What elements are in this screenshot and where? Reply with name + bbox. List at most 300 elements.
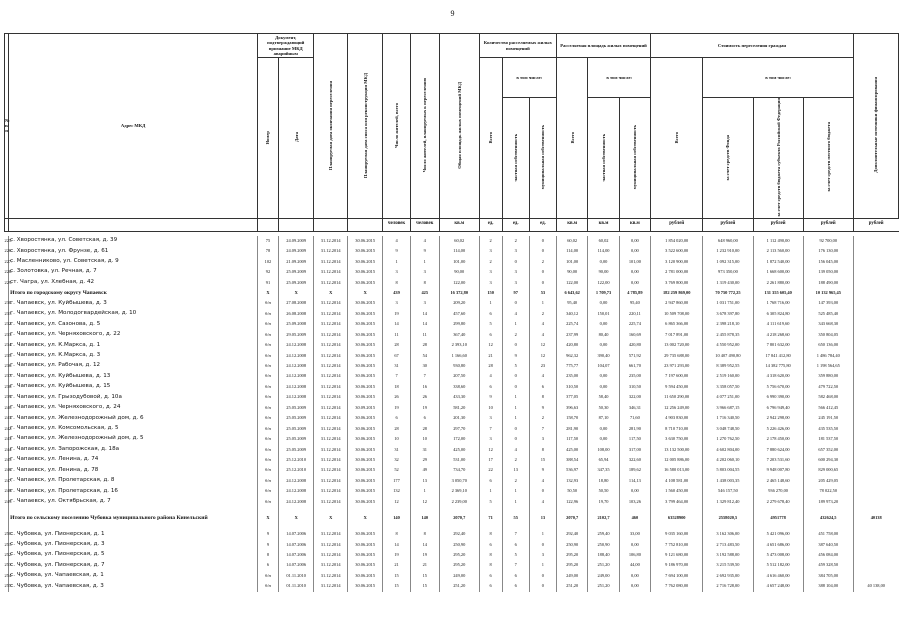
address-cell: г. Чапаевск, ул. Железнодорожный дом, д. 6 — [9, 413, 258, 423]
value-cell: 104,07 — [588, 361, 619, 371]
address-cell: г. Чапаевск, ул. Комсомольская, д. 5 — [9, 424, 258, 434]
value-cell: 12 — [529, 340, 556, 350]
value-cell: 30.06.2015 — [347, 246, 383, 256]
value-cell: 7 203 531,60 — [753, 455, 803, 465]
value-cell: 30.06.2015 — [347, 319, 383, 329]
value-cell: 30.06.2015 — [347, 361, 383, 371]
value-cell: 346,31 — [619, 403, 650, 413]
value-cell: 829 000,65 — [803, 465, 853, 475]
value-cell: 5 512 182,00 — [753, 560, 803, 570]
value-cell: 122,00 — [588, 278, 619, 288]
value-cell: 250,90 — [588, 540, 619, 550]
table-row — [5, 424, 899, 434]
value-cell: 1 668 600,00 — [753, 267, 803, 277]
value-cell: 102 — [258, 257, 279, 267]
value-cell: 3 — [479, 278, 502, 288]
table-row — [5, 392, 899, 402]
value-cell: 4 318 620,00 — [753, 371, 803, 381]
value-cell: 30.06.2015 — [347, 497, 383, 507]
value-cell: 6 — [383, 413, 410, 423]
address-cell: г. Чапаевск, ул. Грызодубовой, д. 10а — [9, 392, 258, 402]
value-cell: 10 — [410, 434, 439, 444]
value-cell: 2070,7 — [439, 507, 479, 529]
value-cell: 30 — [410, 361, 439, 371]
value-cell: 0,00 — [588, 340, 619, 350]
value-cell: 4 — [502, 445, 529, 455]
value-cell: 388 104,00 — [803, 581, 853, 591]
row-number: 231. — [4, 310, 13, 316]
table-row — [5, 465, 899, 475]
row-number: 232. — [4, 321, 13, 327]
row-number: 230. — [4, 300, 13, 306]
value-cell: 23 — [529, 361, 556, 371]
value-cell: 6 865 366,00 — [651, 319, 703, 329]
value-cell: 525 485,40 — [803, 309, 853, 319]
value-cell: 3 — [479, 246, 502, 256]
resettlement-table — [4, 33, 899, 592]
address-cell: с. Чубовка, ул. Пионерская, д. 7 — [9, 560, 258, 570]
value-cell: 101,00 — [439, 257, 479, 267]
value-cell: 78 — [258, 246, 279, 256]
address-cell: г. Чапаевск, ул. Пролетарская, д. 16 — [9, 486, 258, 496]
value-cell: 1 — [502, 413, 529, 423]
value-cell: 6 — [479, 476, 502, 486]
value-cell: 2 — [529, 309, 556, 319]
value-cell: 26.08.2008 — [278, 309, 314, 319]
table-row — [5, 486, 899, 496]
total-row — [5, 288, 899, 298]
value-cell: 71,60 — [619, 413, 650, 423]
value-cell: 297,70 — [439, 424, 479, 434]
value-cell: 650 136,00 — [803, 340, 853, 350]
value-cell: 566 412,45 — [803, 403, 853, 413]
value-cell: 9 035 160,00 — [651, 529, 703, 539]
value-cell: 3 — [479, 413, 502, 423]
row-number: 237. — [4, 373, 13, 379]
value-cell: 3 630 750,00 — [651, 434, 703, 444]
value-cell: 3 215 539,50 — [703, 560, 753, 570]
value-cell: 5 473 008,00 — [753, 550, 803, 560]
value-cell: 457,60 — [439, 309, 479, 319]
value-cell: 10 — [383, 434, 410, 444]
value-cell: 25.09.2009 — [278, 267, 314, 277]
value-cell: 12 256 249,00 — [651, 403, 703, 413]
value-cell: 30.06.2015 — [347, 476, 383, 486]
value-cell: 14 — [410, 319, 439, 329]
value-cell: 28 — [383, 424, 410, 434]
value-cell: 3 192 588,00 — [703, 550, 753, 560]
value-cell: 4 550 952,00 — [703, 340, 753, 350]
value-cell: 7 — [529, 424, 556, 434]
value-cell: 30.06.2015 — [347, 257, 383, 267]
value-cell: 1 716 340,50 — [703, 413, 753, 423]
value-cell: 30.06.2015 — [347, 298, 383, 308]
value-cell: 24.12.2008 — [278, 361, 314, 371]
value-cell: 0,00 — [588, 319, 619, 329]
value-cell: 3 — [383, 267, 410, 277]
value-cell: 9 — [502, 351, 529, 361]
value-cell: 14 — [383, 540, 410, 550]
row-number: 255. — [4, 583, 13, 589]
header-area-group: Расселяемая площадь жилых помещений — [556, 34, 650, 58]
value-cell: X — [347, 507, 383, 529]
value-cell: 24.09.2009 — [278, 246, 314, 256]
value-cell: 31.12.2014 — [314, 476, 347, 486]
value-cell — [853, 529, 898, 539]
value-cell: 31.12.2014 — [314, 246, 347, 256]
value-cell: 2 — [529, 413, 556, 423]
value-cell: 25.05.2009 — [278, 413, 314, 423]
value-cell: 150 — [479, 288, 502, 298]
value-cell: 31.12.2014 — [314, 236, 347, 246]
value-cell: 439 — [383, 288, 410, 298]
value-cell: 8 389 952,55 — [703, 361, 753, 371]
value-cell: 189,62 — [619, 465, 650, 475]
value-cell: 31.12.2014 — [314, 497, 347, 507]
value-cell: 3 — [479, 267, 502, 277]
value-cell: 10 509 708,00 — [651, 309, 703, 319]
value-cell: 15 — [383, 571, 410, 581]
value-cell: 24.12.2008 — [278, 476, 314, 486]
value-cell — [853, 560, 898, 570]
value-cell: 31.12.2014 — [314, 340, 347, 350]
value-cell: 12 — [383, 497, 410, 507]
value-cell: б/н — [258, 392, 279, 402]
value-cell: 7 880 624,00 — [753, 445, 803, 455]
address-cell: с. Хворостянка, ул. Советская, д. 39 — [9, 236, 258, 246]
value-cell: 292,40 — [556, 529, 587, 539]
value-cell: 122,00 — [556, 278, 587, 288]
header-doc-number: Номер — [258, 58, 279, 219]
value-cell: 338,60 — [439, 382, 479, 392]
value-cell: 2 — [529, 257, 556, 267]
value-cell: 734,70 — [439, 465, 479, 475]
unit-cell — [278, 218, 314, 231]
table-row — [5, 497, 899, 507]
value-cell: 2 393,10 — [439, 340, 479, 350]
value-cell: 3 — [383, 298, 410, 308]
value-cell: 425,00 — [556, 445, 587, 455]
value-cell: 396,63 — [556, 403, 587, 413]
value-cell: 3 — [502, 246, 529, 256]
value-cell: 01.11.2010 — [278, 581, 314, 591]
value-cell: 295,20 — [556, 550, 587, 560]
unit-cell: ед. — [479, 218, 502, 231]
value-cell: 1 — [529, 560, 556, 570]
value-cell: 1 — [502, 486, 529, 496]
table-row — [5, 529, 899, 539]
value-cell: 32 — [383, 455, 410, 465]
value-cell: 8 — [383, 529, 410, 539]
total-row — [5, 507, 899, 529]
value-cell: 582 468,00 — [803, 392, 853, 402]
value-cell: 3 120 900,00 — [651, 257, 703, 267]
value-cell: 201,30 — [439, 413, 479, 423]
value-cell: 30.06.2015 — [347, 455, 383, 465]
value-cell: 31.12.2014 — [314, 257, 347, 267]
value-cell: 237,99 — [556, 330, 587, 340]
value-cell: 80,40 — [588, 330, 619, 340]
value-cell: 31.12.2014 — [314, 455, 347, 465]
value-cell — [853, 319, 898, 329]
value-cell: 6 990 390,00 — [753, 392, 803, 402]
value-cell: 350 804,05 — [803, 330, 853, 340]
value-cell: 31.12.2014 — [314, 413, 347, 423]
value-cell: 0,00 — [619, 267, 650, 277]
value-cell — [853, 455, 898, 465]
value-cell: 17 — [479, 455, 502, 465]
value-cell: 31.12.2014 — [314, 298, 347, 308]
value-cell: 6 643,62 — [556, 288, 587, 298]
value-cell — [853, 424, 898, 434]
value-cell: б/н — [258, 403, 279, 413]
value-cell: 1 709,73 — [588, 288, 619, 298]
value-cell: 425,00 — [439, 445, 479, 455]
address-cell: г. Чапаевск, ул. Рабочая, д. 12 — [9, 361, 258, 371]
row-number: 251. — [4, 541, 13, 547]
value-cell: 30.06.2015 — [347, 424, 383, 434]
value-cell: б/н — [258, 581, 279, 591]
value-cell: 8 — [529, 392, 556, 402]
value-cell: 460 — [619, 507, 650, 529]
value-cell: 4 — [529, 476, 556, 486]
value-cell: 367,40 — [439, 330, 479, 340]
row-number: 238. — [4, 383, 13, 389]
address-cell: г. Чапаевск, ул. Черняховского, д. 24 — [9, 403, 258, 413]
value-cell: 235,00 — [619, 371, 650, 381]
value-cell: 7 752 810,00 — [651, 540, 703, 550]
value-cell: 108,00 — [588, 445, 619, 455]
row-number: 229. — [4, 279, 13, 285]
value-cell — [853, 476, 898, 486]
value-cell: 176 130,00 — [803, 246, 853, 256]
table-row — [5, 298, 899, 308]
value-cell: 13 132 500,00 — [651, 445, 703, 455]
value-cell: 3 678 397,80 — [703, 309, 753, 319]
unit-cell: рублей — [703, 218, 753, 231]
value-cell: 2 178 450,00 — [753, 434, 803, 444]
address-cell: с. Чубовка, ул. Пионерская, д. 3 — [9, 540, 258, 550]
address-cell: г. Чапаевск, ул. Ленина, д. 74 — [9, 455, 258, 465]
value-cell: 5 756 670,00 — [753, 382, 803, 392]
value-cell: 6 — [529, 382, 556, 392]
value-cell: 30.06.2015 — [347, 560, 383, 570]
value-cell: 4 — [529, 330, 556, 340]
address-cell: с. Чубовка, ул. Пионерская, д. 5 — [9, 550, 258, 560]
value-cell: 40 138,00 — [853, 581, 898, 591]
value-cell: 317,00 — [619, 445, 650, 455]
value-cell: 6 — [502, 571, 529, 581]
value-cell: 30.06.2015 — [347, 267, 383, 277]
value-cell: 30.06.2015 — [347, 571, 383, 581]
unit-cell: кв.м — [439, 218, 479, 231]
value-cell: 11 — [410, 330, 439, 340]
value-cell: 1 092 315,00 — [703, 257, 753, 267]
value-cell: 31.12.2014 — [314, 371, 347, 381]
value-cell: 2 781 000,00 — [651, 267, 703, 277]
value-cell — [853, 361, 898, 371]
value-cell: б/н — [258, 434, 279, 444]
value-cell: 18 — [383, 382, 410, 392]
value-cell: 1 — [479, 486, 502, 496]
value-cell: 343 668,30 — [803, 319, 853, 329]
value-cell: 2 692 935,00 — [703, 571, 753, 581]
unit-cell: рублей — [803, 218, 853, 231]
value-cell: 0,00 — [588, 298, 619, 308]
value-cell: 432624,5 — [803, 507, 853, 529]
value-cell — [853, 465, 898, 475]
unit-cell: кв.м — [619, 218, 650, 231]
value-cell: 2 398 218,10 — [703, 319, 753, 329]
row-number: 242. — [4, 425, 13, 431]
value-cell — [853, 403, 898, 413]
row-number: 245. — [4, 456, 13, 462]
value-cell: 16 — [410, 382, 439, 392]
value-cell: 5 — [502, 550, 529, 560]
value-cell: 90,00 — [556, 267, 587, 277]
address-cell: с. Масленниково, ул. Советская, д. 9 — [9, 257, 258, 267]
row-number: 240. — [4, 404, 13, 410]
value-cell: 14 382 775,80 — [753, 361, 803, 371]
value-cell: 3 — [502, 278, 529, 288]
value-cell: 3 799 464,00 — [651, 497, 703, 507]
table-row — [5, 571, 899, 581]
header-cost-total: Всего — [651, 58, 703, 219]
value-cell: 31.12.2014 — [314, 351, 347, 361]
value-cell: 14 — [410, 309, 439, 319]
value-cell — [853, 571, 898, 581]
value-cell: 117,50 — [556, 434, 587, 444]
value-cell — [853, 434, 898, 444]
value-cell: 0,00 — [588, 371, 619, 381]
value-cell: 2 113 560,00 — [753, 246, 803, 256]
value-cell: б/н — [258, 465, 279, 475]
value-cell: 7 801 632,00 — [753, 340, 803, 350]
value-cell: 2070,7 — [556, 507, 587, 529]
value-cell: 19 — [383, 309, 410, 319]
value-cell: 114,00 — [588, 246, 619, 256]
value-cell: 295,20 — [439, 560, 479, 570]
value-cell: 310,50 — [556, 382, 587, 392]
value-cell — [853, 257, 898, 267]
table-row — [5, 434, 899, 444]
value-cell: 4 903 830,00 — [651, 413, 703, 423]
value-cell: 70 750 772,25 — [703, 288, 753, 298]
value-cell: б/н — [258, 382, 279, 392]
value-cell: 0 — [529, 571, 556, 581]
value-cell: 581,20 — [439, 403, 479, 413]
value-cell: 0 — [529, 581, 556, 591]
value-cell: 7 — [479, 424, 502, 434]
row-number: 234. — [4, 342, 13, 348]
value-cell: 24.12.2008 — [278, 392, 314, 402]
value-cell: 0,00 — [619, 246, 650, 256]
value-cell: 6 — [258, 560, 279, 570]
value-cell — [853, 413, 898, 423]
value-cell: 459 328,50 — [803, 560, 853, 570]
value-cell: 31.12.2014 — [314, 465, 347, 475]
value-cell: 8 710 710,00 — [651, 424, 703, 434]
value-cell: 3 966 687,15 — [703, 403, 753, 413]
unit-cell: рублей — [753, 218, 803, 231]
value-cell: 30.06.2015 — [347, 486, 383, 496]
value-cell: 12 005 886,00 — [651, 455, 703, 465]
value-cell: 10 132 965,45 — [803, 288, 853, 298]
value-cell: 0 — [502, 298, 529, 308]
value-cell: 140 — [410, 507, 439, 529]
row-number: 253. — [4, 562, 13, 568]
header-residents: Число жителей, всего — [383, 34, 410, 219]
value-cell: 435 535,50 — [803, 424, 853, 434]
value-cell: 0 — [529, 236, 556, 246]
table-row — [5, 403, 899, 413]
value-cell: 390,40 — [588, 351, 619, 361]
value-cell: 235,00 — [556, 371, 587, 381]
row-number: 236. — [4, 363, 13, 369]
value-cell: 14.07.2006 — [278, 540, 314, 550]
value-cell: 63528900 — [651, 507, 703, 529]
value-cell — [853, 550, 898, 560]
value-cell: 29 735 688,00 — [651, 351, 703, 361]
value-cell: 1 768 716,00 — [753, 298, 803, 308]
value-cell: 3 — [410, 298, 439, 308]
unit-cell: кв.м — [588, 218, 619, 231]
value-cell: 310,50 — [619, 382, 650, 392]
value-cell: 0,00 — [619, 486, 650, 496]
header-area-total: Всего — [556, 58, 587, 219]
value-cell — [853, 392, 898, 402]
value-cell: 31.12.2014 — [314, 486, 347, 496]
value-cell: 160,69 — [619, 330, 650, 340]
value-cell: 4 202 060,10 — [703, 455, 753, 465]
row-number: 233. — [4, 331, 13, 337]
value-cell: 140 — [383, 507, 410, 529]
value-cell: 359 880,00 — [803, 371, 853, 381]
value-cell: 3 — [410, 267, 439, 277]
row-number: 228. — [4, 269, 13, 275]
value-cell: б/н — [258, 351, 279, 361]
value-cell: 209,20 — [439, 298, 479, 308]
value-cell: 24.12.2008 — [278, 486, 314, 496]
value-cell: 3 — [529, 550, 556, 560]
value-cell: 15 — [383, 581, 410, 591]
address-cell: Итого по сельскому поселению Чубовка муниципального района Кинельский — [9, 507, 258, 529]
value-cell: 60,02 — [588, 236, 619, 246]
address-cell: г. Чапаевск, ул. Запорожская, д. 18а — [9, 445, 258, 455]
value-cell: 30.06.2015 — [347, 392, 383, 402]
value-cell: 27.08.2008 — [278, 298, 314, 308]
value-cell: 28 — [383, 340, 410, 350]
value-cell: 91 — [258, 278, 279, 288]
table-row — [5, 581, 899, 591]
value-cell: 30.06.2015 — [347, 236, 383, 246]
value-cell: 6 — [502, 540, 529, 550]
value-cell: 973 350,00 — [703, 267, 753, 277]
table-row — [5, 382, 899, 392]
value-cell: 456 084,00 — [803, 550, 853, 560]
value-cell: 9 — [258, 540, 279, 550]
value-cell: 19 — [383, 550, 410, 560]
value-cell: 420,80 — [619, 340, 650, 350]
value-cell: 103,26 — [619, 497, 650, 507]
value-cell: 188,40 — [588, 550, 619, 560]
value-cell: 600 294,30 — [803, 455, 853, 465]
value-cell: 4 — [502, 309, 529, 319]
value-cell: 188 490,00 — [803, 278, 853, 288]
value-cell: 251,20 — [439, 581, 479, 591]
value-cell: 9 — [258, 529, 279, 539]
table-row — [5, 340, 899, 350]
